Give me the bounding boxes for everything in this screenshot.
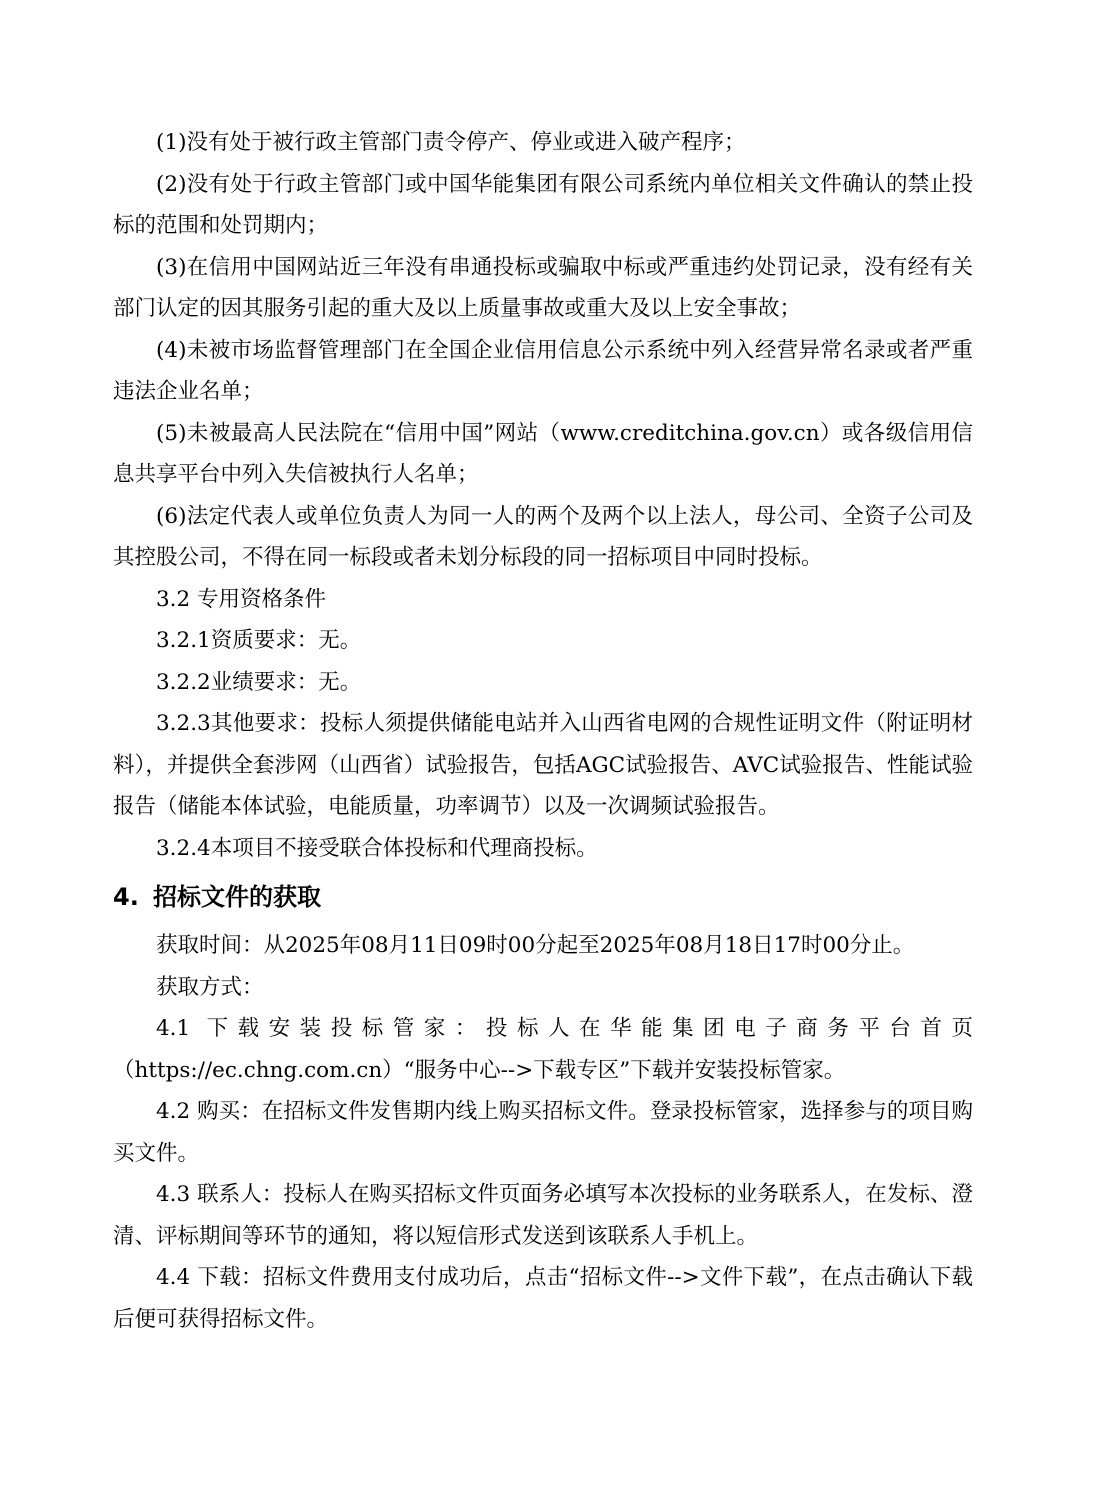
special-qualification-title: 3.2 专用资格条件 xyxy=(156,586,327,612)
section-4-title: 招标文件的获取 xyxy=(153,883,321,911)
qualification-item-2: (2)没有处于行政主管部门或中国华能集团有限公司系统内单位相关文件确认的禁止投标的范围和处罚期内； xyxy=(113,171,973,238)
special-item-3-2-1: 3.2.1资质要求：无。 xyxy=(156,628,362,653)
qualification-item-5: (5)未被最高人民法院在“信用中国”网站（www.creditchina.gov.cn）或各级信用信息共享平台中列入失信被执行人名单； xyxy=(113,420,973,487)
special-item-3-2-4: 3.2.4本项目不接受联合体投标和代理商投标。 xyxy=(156,835,598,861)
page-content xyxy=(113,122,973,1340)
section-4-number: 4. xyxy=(113,883,139,911)
acquisition-item-4-4: 4.4 下载：招标文件费用支付成功后，点击“招标文件-->文件下载”，在点击确认下载后便可获得招标文件。 xyxy=(113,1265,973,1332)
acquisition-item-4-2: 4.2 购买：在招标文件发售期内线上购买招标文件。登录投标管家，选择参与的项目购买文件。 xyxy=(113,1099,973,1166)
qualification-item-1: (1)没有处于被行政主管部门责令停产、停业或进入破产程序； xyxy=(156,130,746,155)
special-item-3-2-3: 3.2.3其他要求：投标人须提供储能电站并入山西省电网的合规性证明文件（附证明材料），并提供全套涉网（山西省）试验报告，包括AGC试验报告、AVC试验报告、性能试验报告（储能本体试验，电能质量，功率调节）以及一次调频试验报告。 xyxy=(113,711,973,819)
acquisition-time: 获取时间：从2025年08月11日09时00分起至2025年08月18日17时00分止。 xyxy=(156,933,915,958)
acquisition-item-4-1: 4.1 下载安装投标管家：投标人在华能集团电子商务平台首页（https://ec.chng.com.cn）“服务中心-->下载专区”下载并安装投标管家。 xyxy=(113,1016,973,1083)
special-item-3-2-2: 3.2.2业绩要求：无。 xyxy=(156,669,362,695)
acquisition-method-label: 获取方式： xyxy=(156,974,264,1000)
section-4-heading xyxy=(113,885,973,909)
qualification-item-6: (6)法定代表人或单位负责人为同一人的两个及两个以上法人，母公司、全资子公司及其控股公司，不得在同一标段或者未划分标段的同一招标项目中同时投标。 xyxy=(113,503,973,570)
acquisition-item-4-3: 4.3 联系人：投标人在购买招标文件页面务必填写本次投标的业务联系人，在发标、澄清、评标期间等环节的通知，将以短信形式发送到该联系人手机上。 xyxy=(113,1182,973,1249)
qualification-item-4: (4)未被市场监督管理部门在全国企业信用信息公示系统中列入经营异常名录或者严重违法企业名单； xyxy=(113,337,973,404)
qualification-item-3: (3)在信用中国网站近三年没有串通投标或骗取中标或严重违约处罚记录，没有经有关部门认定的因其服务引起的重大及以上质量事故或重大及以上安全事故； xyxy=(113,254,973,321)
